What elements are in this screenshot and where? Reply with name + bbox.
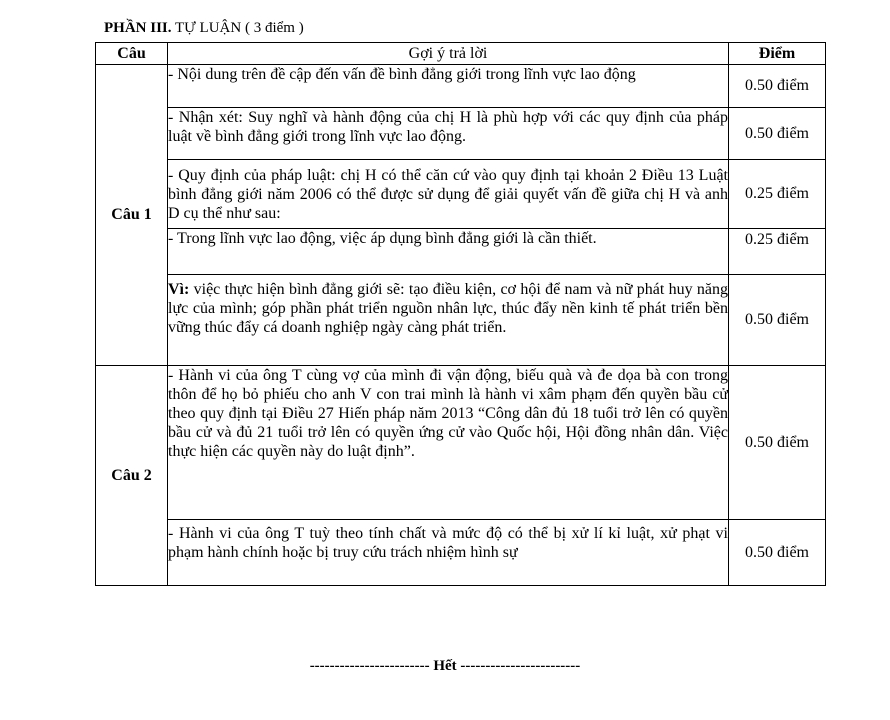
answer-text: - Hành vi của ông T cùng vợ của mình đi vận động, biếu quà và đe dọa bà con trong thôn để họ bỏ phiếu cho anh V con trai mình là hành vi xâm phạm đến quyền bầu cử theo quy định tại Điều 27 Hiến pháp năm 2013 “Công dân đủ 18 tuổi trở lên có quyền bầu cử và đủ 21 tuổi trở lên có quyền ứng cử vào Quốc hội, Hội đồng nhân dân. Việc thực hiện các quyền này do luật định”. <box>168 367 728 460</box>
table-row <box>96 229 826 275</box>
question-label: Câu 1 <box>96 65 168 366</box>
answer-cell <box>168 366 729 520</box>
table-row <box>96 160 826 229</box>
header-score: Điểm <box>729 43 826 65</box>
answer-text: - Nhận xét: Suy nghĩ và hành động của chị H là phù hợp với các quy định của pháp luật về bình đẳng giới trong lĩnh vực lao động. <box>168 109 728 145</box>
table-row <box>96 65 826 108</box>
answer-text: - Nội dung trên đề cập đến vấn đề bình đẳng giới trong lĩnh vực lao động <box>168 66 636 83</box>
score-cell: 0.50 điểm <box>729 520 826 586</box>
section-heading <box>104 19 304 37</box>
score-cell: 0.50 điểm <box>729 366 826 520</box>
answer-cell <box>168 275 729 366</box>
table-row <box>96 275 826 366</box>
answer-cell <box>168 108 729 160</box>
answer-text: - Hành vi của ông T tuỳ theo tính chất và mức độ có thể bị xử lí kỉ luật, xử phạt vi phạm hành chính hoặc bị truy cứu trách nhiệm hình sự <box>168 525 728 561</box>
score-cell: 0.50 điểm <box>729 275 826 366</box>
table-row <box>96 520 826 586</box>
header-answer: Gợi ý trả lời <box>168 43 729 65</box>
section-part: PHẦN III. <box>104 20 172 36</box>
answer-text: việc thực hiện bình đẳng giới sẽ: tạo điều kiện, cơ hội để nam và nữ phát huy năng lực của mình; góp phần phát triển nguồn nhân lực, thúc đẩy nền kinh tế phát triển bền vững thúc đẩy cá doanh nghiệp ngày càng phát triển. <box>168 281 728 336</box>
answer-cell <box>168 520 729 586</box>
end-dashes-right: ------------------------ <box>460 658 581 674</box>
end-label: Hết <box>433 658 457 674</box>
answer-cell <box>168 160 729 229</box>
header-question: Câu <box>96 43 168 65</box>
score-cell: 0.50 điểm <box>729 108 826 160</box>
table-header-row <box>96 43 826 65</box>
section-title: TỰ LUẬN ( 3 điểm ) <box>175 20 304 36</box>
answer-text: - Quy định của pháp luật: chị H có thể căn cứ vào quy định tại khoản 2 Điều 13 Luật bình đẳng giới năm 2006 có thể được sử dụng để giải quyết vấn đề giữa chị H và anh D cụ thể như sau: <box>168 167 728 222</box>
score-cell: 0.25 điểm <box>729 229 826 275</box>
end-marker <box>0 658 890 675</box>
answer-cell <box>168 229 729 275</box>
answer-table <box>95 42 826 586</box>
answer-text: - Trong lĩnh vực lao động, việc áp dụng bình đẳng giới là cần thiết. <box>168 230 597 247</box>
score-cell: 0.50 điểm <box>729 65 826 108</box>
table-row <box>96 108 826 160</box>
question-label: Câu 2 <box>96 366 168 586</box>
table-row <box>96 366 826 520</box>
answer-lead: Vì: <box>168 281 190 298</box>
end-dashes-left: ------------------------ <box>309 658 430 674</box>
answer-cell <box>168 65 729 108</box>
score-cell: 0.25 điểm <box>729 160 826 229</box>
